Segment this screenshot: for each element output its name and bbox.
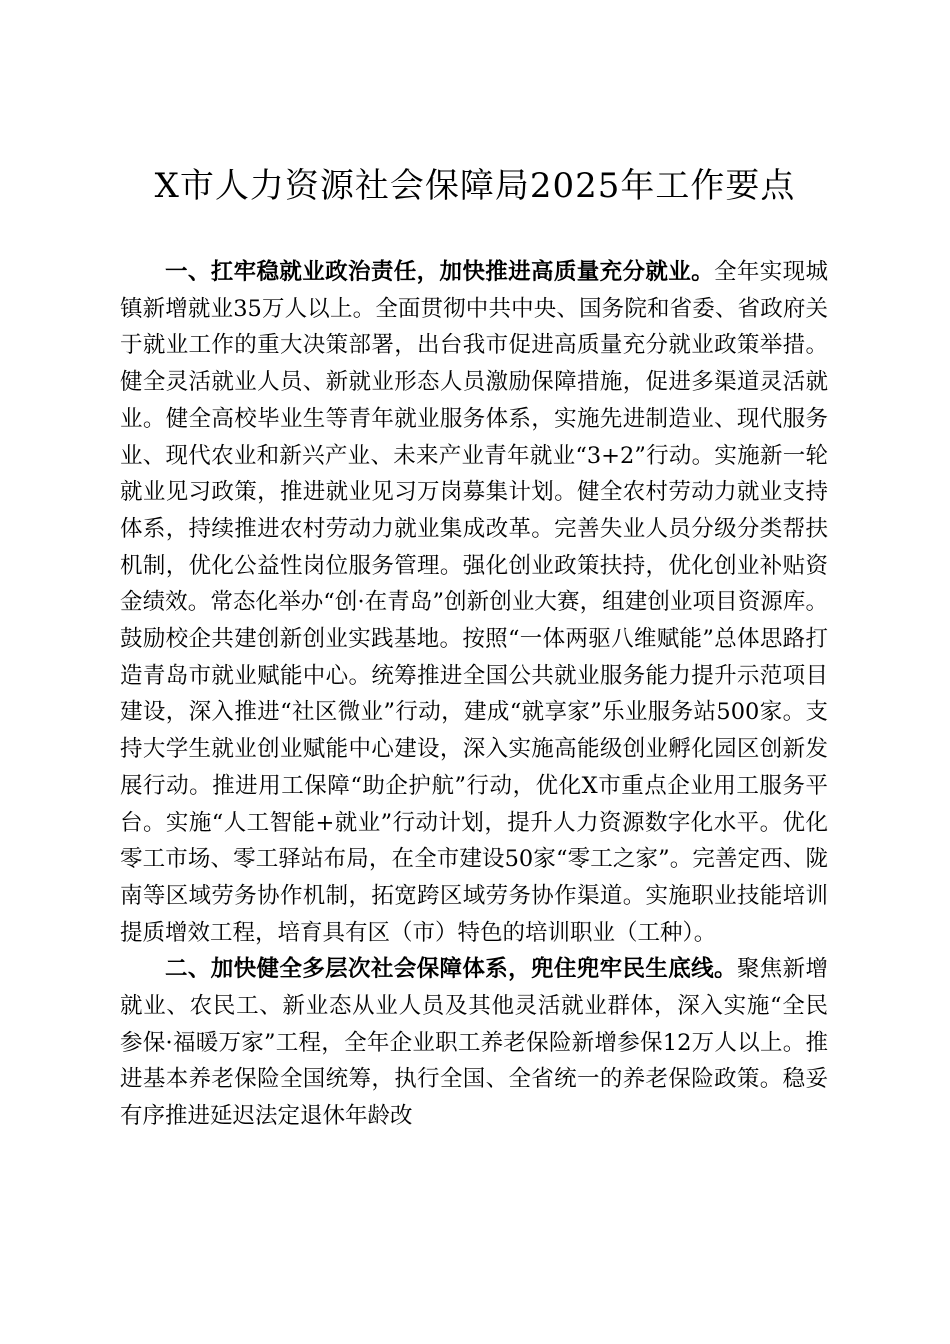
paragraph-text-employment: 全年实现城镇新增就业35万人以上。全面贯彻中共中央、国务院和省委、省政府关于就业工作的重大决策部署，出台我市促进高质量充分就业政策举措。健全灵活就业人员、新就业形态人员激励保障措施，促进多渠道灵活就业。健全高校毕业生等青年就业服务体系，实施先进制造业、现代服务业、现代农业和新兴产业、未来产业青年就业“3+2”行动。实施新一轮就业见习政策，推进就业见习万岗募集计划。健全农村劳动力就业支持体系，持续推进农村劳动力就业集成改革。完善失业人员分级分类帮扶机制，优化公益性岗位服务管理。强化创业政策扶持，优化创业补贴资金绩效。常态化举办“创·在青岛”创新创业大赛，组建创业项目资源库。鼓励校企共建创新创业实践基地。按照“一体两驱八维赋能”总体思路打造青岛市就业赋能中心。统筹推进全国公共就业服务能力提升示范项目建设，深入推进“社区微业”行动，建成“就享家”乐业服务站500家。支持大学生就业创业赋能中心建设，深入实施高能级创业孵化园区创新发展行动。推进用工保障“助企护航”行动，优化X市重点企业用工服务平台。实施“人工智能+就业”行动计划，提升人力资源数字化水平。优化零工市场、零工驿站布局，在全市建设50家“零工之家”。完善定西、陇南等区域劳务协作机制，拓宽跨区域劳务协作渠道。实施职业技能培训提质增效工程，培育具有区（市）特色的培训职业（工种）。 <box>120 259 828 946</box>
paragraph-social-security <box>120 951 828 1135</box>
paragraph-heading-social-security: 二、加快健全多层次社会保障体系，兜住兜牢民生底线。 <box>165 956 737 983</box>
paragraph-text-social-security: 聚焦新增就业、农民工、新业态从业人员及其他灵活就业群体，深入实施“全民参保·福暖万家”工程，全年企业职工养老保险新增参保12万人以上。推进基本养老保险全国统筹，执行全国、全省统一的养老保险政策。稳妥有序推进延迟法定退休年龄改 <box>120 956 828 1130</box>
paragraph-heading-employment: 一、扛牢稳就业政治责任，加快推进高质量充分就业。 <box>165 259 714 285</box>
paragraph-employment <box>120 254 828 951</box>
document-body <box>120 254 828 1135</box>
document-title: X市人力资源社会保障局2025年工作要点 <box>154 166 796 206</box>
